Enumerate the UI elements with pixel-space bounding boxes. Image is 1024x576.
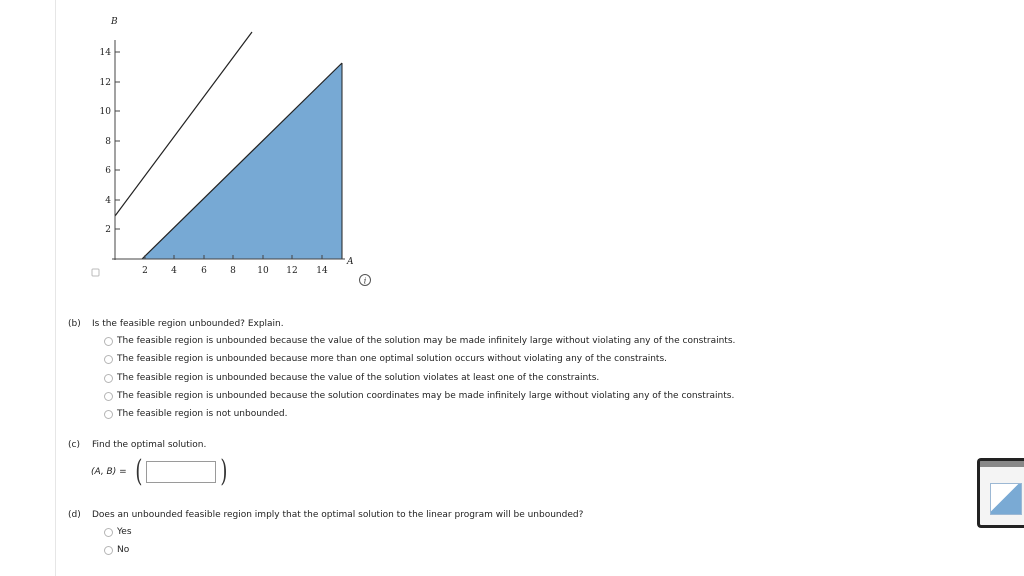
graph-thumbnail[interactable]: [977, 458, 1024, 528]
y-tick-label: 8: [105, 137, 111, 147]
close-paren: ): [220, 454, 228, 489]
optimal-solution-row: [91, 456, 230, 488]
part-b-option-3[interactable]: [104, 373, 599, 383]
thumbnail-graph-icon: [990, 483, 1022, 515]
x-tick-label: 2: [142, 266, 148, 276]
option-text: No: [117, 545, 130, 555]
x-axis-label: A: [347, 257, 354, 267]
info-icon[interactable]: [360, 275, 371, 286]
part-b-label: (b): [68, 319, 81, 329]
radio-button[interactable]: [104, 337, 113, 346]
radio-button[interactable]: [104, 392, 113, 401]
part-c-label: (c): [68, 440, 80, 450]
part-d-option-yes[interactable]: [104, 527, 132, 537]
option-text: The feasible region is unbounded because the value of the solution violates at least one of the constraints.: [117, 373, 600, 383]
thumbnail-titlebar: [980, 461, 1024, 467]
radio-button[interactable]: [104, 528, 113, 537]
optimal-solution-input[interactable]: [146, 461, 216, 483]
y-tick-label: 6: [105, 166, 111, 176]
part-d-question-text: Does an unbounded feasible region imply that the optimal solution to the linear program will be unbounded?: [92, 510, 584, 520]
part-b-question-text: Is the feasible region unbounded? Explain.: [92, 319, 284, 329]
radio-button[interactable]: [104, 410, 113, 419]
part-c-question-text: Find the optimal solution.: [92, 440, 207, 450]
part-c-question: [68, 440, 206, 450]
graph-reset-icon[interactable]: [92, 269, 99, 276]
open-paren: (: [135, 454, 143, 489]
svg-text:i: i: [363, 276, 367, 286]
part-b-option-1[interactable]: [104, 336, 735, 346]
x-tick-label: 6: [201, 266, 207, 276]
x-tick-label: 14: [316, 266, 328, 276]
option-text: The feasible region is unbounded because more than one optimal solution occurs without violating any of the constraints.: [117, 354, 668, 364]
x-tick-label: 8: [230, 266, 236, 276]
y-tick-label: 14: [99, 48, 111, 58]
part-d-label: (d): [68, 510, 81, 520]
option-text: The feasible region is not unbounded.: [117, 409, 288, 419]
part-b-option-2[interactable]: [104, 354, 667, 364]
option-text: Yes: [117, 527, 132, 537]
x-tick-label: 10: [257, 266, 269, 276]
part-b-option-5[interactable]: [104, 409, 287, 419]
radio-button[interactable]: [104, 374, 113, 383]
y-axis-label: B: [111, 17, 118, 27]
part-d-question: [68, 510, 583, 520]
y-tick-label: 10: [99, 107, 111, 117]
x-tick-label: 4: [171, 266, 177, 276]
y-tick-label: 12: [99, 78, 111, 88]
y-ticks: [115, 52, 120, 229]
option-text: The feasible region is unbounded because the solution coordinates may be made infinitely large without violating any of the constraints.: [117, 391, 735, 401]
radio-button[interactable]: [104, 546, 113, 555]
y-tick-label: 4: [105, 196, 111, 206]
part-d-option-no[interactable]: [104, 545, 129, 555]
part-b-option-4[interactable]: [104, 391, 734, 401]
answer-label: (A, B) =: [91, 467, 127, 477]
option-text: The feasible region is unbounded because the value of the solution may be made infinitely large without violating any of the constraints.: [117, 336, 736, 346]
part-b-question: [68, 319, 284, 329]
y-tick-label: 2: [105, 225, 111, 235]
radio-button[interactable]: [104, 355, 113, 364]
x-tick-label: 12: [286, 266, 298, 276]
